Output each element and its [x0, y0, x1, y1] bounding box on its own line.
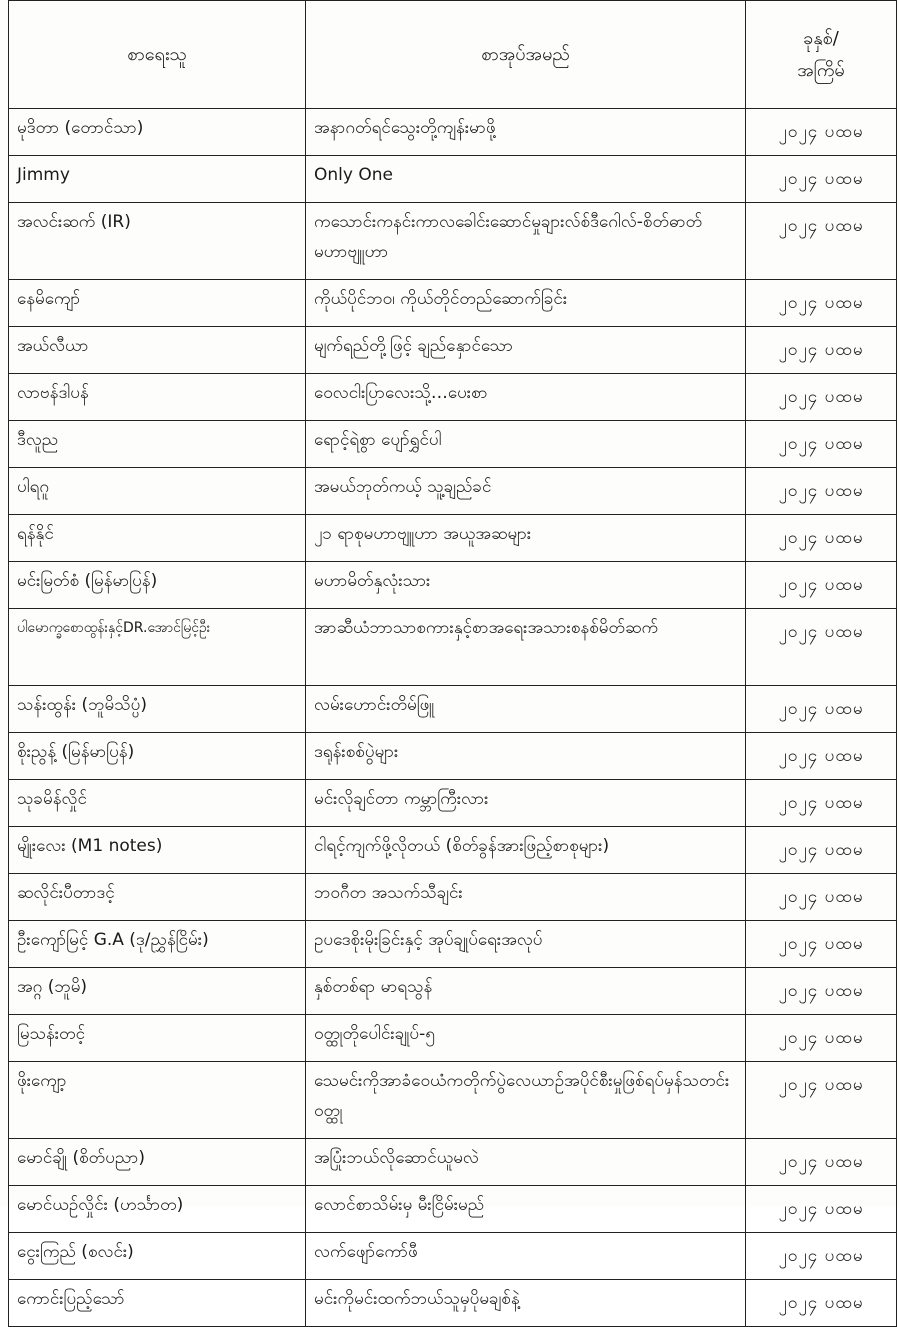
header-author: စာရေးသူ [9, 1, 306, 109]
author-cell: ငွေးကြည် (စလင်း) [9, 1233, 306, 1280]
author-cell: ပါမောက္ခစောထွန်းနှင့်DR.အောင်မြင့်ဦး [9, 609, 306, 686]
title-cell: အာဆီယံဘာသာစကားနှင့်စာအရေးအသားစနစ်မိတ်ဆက် [306, 609, 746, 686]
year-edition-cell: ၂၀၂၄ ပထမ [746, 1233, 897, 1280]
year-edition-cell: ၂၀၂၄ ပထမ [746, 468, 897, 515]
year-edition-cell: ၂၀၂၄ ပထမ [746, 1280, 897, 1327]
author-cell: ရန်နိုင် [9, 515, 306, 562]
table-row [9, 1062, 897, 1139]
author-cell: ပါရဂူ [9, 468, 306, 515]
title-cell: လက်ဖျော်ကော်ဖီ [306, 1233, 746, 1280]
year-edition-cell: ၂၀၂၄ ပထမ [746, 921, 897, 968]
table-row [9, 686, 897, 733]
title-cell: အပြုံးဘယ်လိုဆောင်ယူမလဲ [306, 1139, 746, 1186]
title-cell: ဝတ္ထုတိုပေါင်းချုပ်-၅ [306, 1015, 746, 1062]
title-cell: အနာဂတ်ရင်သွေးတို့ကျန်းမာဖို့ [306, 109, 746, 156]
author-cell: မြသန်းတင့် [9, 1015, 306, 1062]
book-list-table [8, 0, 897, 1327]
year-edition-cell: ၂၀၂၄ ပထမ [746, 733, 897, 780]
author-cell: ကောင်းပြည့်သော် [9, 1280, 306, 1327]
title-cell: ဒရုန်းစစ်ပွဲများ [306, 733, 746, 780]
author-cell: သန်းထွန်း (ဘူမိသိပ္ပံ) [9, 686, 306, 733]
year-edition-cell: ၂၀၂၄ ပထမ [746, 203, 897, 280]
year-edition-cell: ၂၀၂၄ ပထမ [746, 156, 897, 203]
title-cell: ကသောင်းကနင်းကာလခေါင်းဆောင်မှုချားလ်စ်ဒီဂေါလ်-စိတ်ဓာတ်မဟာဗျူဟာ [306, 203, 746, 280]
table-row [9, 468, 897, 515]
author-cell: နေမိကျော် [9, 280, 306, 327]
author-cell: အဂ္ဂ (ဘူမိ) [9, 968, 306, 1015]
title-cell: သေမင်းကိုအာခံဝေယံကတိုက်ပွဲလေယာဉ်အပိုင်စီးမှုဖြစ်ရပ်မှန်သတင်းဝတ္ထု [306, 1062, 746, 1139]
table-row [9, 968, 897, 1015]
title-cell: မင်းလိုချင်တာ ကမ္ဘာကြီးလား [306, 780, 746, 827]
title-cell: ရောင့်ရဲစွာ ပျော်ရွှင်ပါ [306, 421, 746, 468]
year-edition-cell: ၂၀၂၄ ပထမ [746, 562, 897, 609]
title-cell: နှစ်တစ်ရာ မာရသွန် [306, 968, 746, 1015]
year-edition-cell: ၂၀၂၄ ပထမ [746, 109, 897, 156]
title-cell: ဘဝဂီတ အသက်သီချင်း [306, 874, 746, 921]
table-row [9, 609, 897, 686]
author-cell: Jimmy [9, 156, 306, 203]
title-cell: အမယ်ဘုတ်ကယ့် သူ့ချည်ခင် [306, 468, 746, 515]
table-row [9, 1233, 897, 1280]
table-row [9, 874, 897, 921]
author-cell: ဆလိုင်းပီတာဒင့် [9, 874, 306, 921]
title-cell: လောင်စာသိမ်းမှ မီးငြိမ်းမည် [306, 1186, 746, 1233]
table-row [9, 156, 897, 203]
table-row [9, 203, 897, 280]
table-row [9, 109, 897, 156]
title-cell: မဟာမိတ်နှလုံးသား [306, 562, 746, 609]
table-row [9, 1186, 897, 1233]
table-row [9, 421, 897, 468]
author-cell: သုခမိန်လှိုင် [9, 780, 306, 827]
table-row [9, 374, 897, 421]
header-title: စာအုပ်အမည် [306, 1, 746, 109]
year-edition-cell: ၂၀၂၄ ပထမ [746, 374, 897, 421]
title-cell: Only One [306, 156, 746, 203]
table-row [9, 1280, 897, 1327]
author-cell: လာဗန်ဒါပန် [9, 374, 306, 421]
year-edition-cell: ၂၀၂၄ ပထမ [746, 327, 897, 374]
table-row [9, 733, 897, 780]
title-cell: မျက်ရည်တို့ဖြင့် ချည်နှောင်သော [306, 327, 746, 374]
table-row [9, 780, 897, 827]
table-header-row [9, 1, 897, 109]
header-year [746, 1, 897, 109]
year-edition-cell: ၂၀၂၄ ပထမ [746, 515, 897, 562]
year-edition-cell: ၂၀၂၄ ပထမ [746, 1062, 897, 1139]
author-cell: အလင်းဆက် (IR) [9, 203, 306, 280]
header-year-line2: အကြိမ် [797, 59, 845, 81]
year-edition-cell: ၂၀၂၄ ပထမ [746, 421, 897, 468]
table-row [9, 827, 897, 874]
title-cell: ကိုယ်ပိုင်ဘဝ၊ ကိုယ်တိုင်တည်ဆောက်ခြင်း [306, 280, 746, 327]
table-row [9, 1139, 897, 1186]
author-cell: ဒီလူည [9, 421, 306, 468]
year-edition-cell: ၂၀၂၄ ပထမ [746, 827, 897, 874]
title-cell: ဥပဒေစိုးမိုးခြင်းနှင့် အုပ်ချုပ်ရေးအလုပ် [306, 921, 746, 968]
author-cell: ဦးကျော်မြင့် G.A (ဒု/ညွှန်ငြိမ်း) [9, 921, 306, 968]
author-cell: မောင်ယဉ်လှိုင်း (ဟင်္သာတ) [9, 1186, 306, 1233]
year-edition-cell: ၂၀၂၄ ပထမ [746, 280, 897, 327]
year-edition-cell: ၂၀၂၄ ပထမ [746, 686, 897, 733]
title-cell: မင်းကိုမင်းထက်ဘယ်သူမှပိုမချစ်နဲ့ [306, 1280, 746, 1327]
title-cell: ၂၁ ရာစုမဟာဗျူဟာ အယူအဆများ [306, 515, 746, 562]
year-edition-cell: ၂၀၂၄ ပထမ [746, 780, 897, 827]
title-cell: ငါရင့်ကျက်ဖို့လိုတယ် (စိတ်ခွန်အားဖြည့်စာစုများ) [306, 827, 746, 874]
author-cell: မုဒိတာ (တောင်သာ) [9, 109, 306, 156]
table-row [9, 562, 897, 609]
table-row [9, 921, 897, 968]
table-row [9, 1015, 897, 1062]
title-cell: လမ်းဟောင်းတိမ်ဖြူ [306, 686, 746, 733]
author-cell: မျိုးလေး (M1 notes) [9, 827, 306, 874]
table-row [9, 280, 897, 327]
table-row [9, 515, 897, 562]
year-edition-cell: ၂၀၂၄ ပထမ [746, 1186, 897, 1233]
table-row [9, 327, 897, 374]
author-cell: မောင်ချို (စိတ်ပညာ) [9, 1139, 306, 1186]
year-edition-cell: ၂၀၂၄ ပထမ [746, 1015, 897, 1062]
header-year-line1: ခုနှစ်/ [803, 27, 839, 49]
year-edition-cell: ၂၀၂၄ ပထမ [746, 1139, 897, 1186]
year-edition-cell: ၂၀၂၄ ပထမ [746, 968, 897, 1015]
year-edition-cell: ၂၀၂၄ ပထမ [746, 609, 897, 686]
author-cell: မင်းမြတ်စံ (မြန်မာပြန်) [9, 562, 306, 609]
title-cell: ဝေလငါးပြာလေးသို့…ပေးစာ [306, 374, 746, 421]
table-body [9, 109, 897, 1327]
author-cell: စိုးညွန့် (မြန်မာပြန်) [9, 733, 306, 780]
year-edition-cell: ၂၀၂၄ ပထမ [746, 874, 897, 921]
author-cell: ဖိုးကျော့ [9, 1062, 306, 1139]
author-cell: အယ်လီယာ [9, 327, 306, 374]
